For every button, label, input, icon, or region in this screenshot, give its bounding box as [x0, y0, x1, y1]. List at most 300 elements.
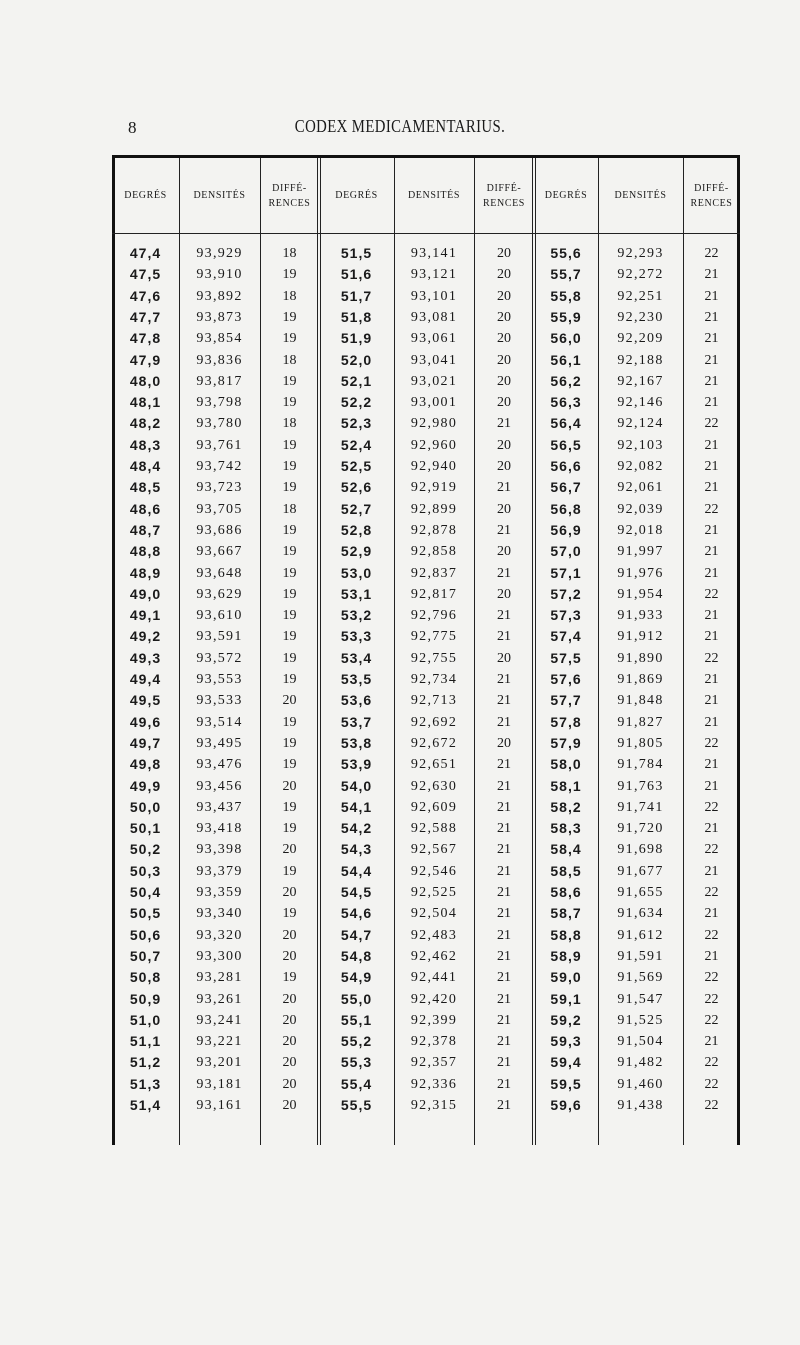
cell-differences: 21: [704, 672, 719, 687]
cell-densites: 92,775: [410, 629, 458, 645]
cell-degres: 51,9: [340, 330, 373, 347]
cell-densites: 93,742: [196, 459, 243, 474]
table-row: [112, 371, 740, 392]
cell-degres: 49,0: [129, 585, 162, 602]
cell-differences: 21: [497, 906, 511, 922]
cell-degres: 47,9: [129, 351, 162, 368]
cell-densites: 92,940: [410, 459, 458, 474]
cell-degres: 55,8: [550, 287, 582, 304]
cell-densites: 92,188: [617, 352, 664, 368]
cell-differences: 21: [497, 863, 511, 879]
cell-densites: 93,667: [196, 544, 243, 560]
cell-densites: 92,692: [410, 714, 458, 730]
cell-differences: 19: [282, 373, 297, 389]
cell-densites: 92,567: [410, 842, 458, 858]
cell-densites: 91,805: [617, 735, 664, 751]
cell-degres: 57,3: [550, 607, 582, 624]
cell-differences: 22: [704, 501, 719, 517]
cell-differences: 20: [282, 1012, 297, 1028]
table-row: [112, 605, 740, 626]
cell-differences: 19: [282, 821, 297, 837]
cell-differences: 20: [282, 693, 297, 709]
cell-degres: 54,6: [340, 905, 373, 922]
cell-densites: 93,761: [196, 437, 243, 453]
cell-differences: 21: [704, 906, 719, 922]
cell-degres: 49,8: [129, 756, 162, 773]
cell-differences: 19: [282, 672, 297, 687]
cell-degres: 58,0: [550, 756, 582, 773]
cell-degres: 53,7: [340, 713, 373, 730]
cell-densites: 93,495: [196, 735, 243, 751]
cell-densites: 91,569: [617, 970, 664, 986]
cell-differences: 20: [497, 459, 511, 474]
cell-densites: 92,609: [410, 799, 458, 815]
cell-densites: 91,997: [617, 544, 664, 560]
cell-densites: 93,476: [196, 757, 243, 773]
cell-differences: 21: [704, 1034, 719, 1050]
cell-densites: 93,101: [410, 288, 458, 304]
table-row: [112, 243, 740, 264]
cell-differences: 22: [704, 1055, 719, 1071]
cell-densites: 93,629: [196, 586, 243, 602]
cell-differences: 21: [497, 778, 511, 794]
cell-degres: 59,3: [550, 1033, 582, 1050]
table-row: [112, 541, 740, 562]
cell-degres: 57,2: [550, 585, 582, 602]
cell-densites: 92,167: [617, 373, 664, 389]
cell-degres: 50,0: [129, 798, 162, 815]
cell-degres: 51,4: [129, 1097, 162, 1113]
cell-densites: 93,181: [196, 1076, 243, 1092]
cell-differences: 20: [497, 501, 511, 517]
column-rule: [474, 158, 475, 1145]
cell-differences: 21: [704, 821, 719, 837]
cell-differences: 21: [704, 778, 719, 794]
table-row: [112, 350, 740, 371]
cell-degres: 49,6: [129, 713, 162, 730]
cell-densites: 92,018: [617, 522, 664, 538]
cell-densites: 92,441: [410, 970, 458, 986]
cell-degres: 57,0: [550, 543, 582, 560]
cell-differences: 19: [282, 267, 297, 283]
cell-differences: 21: [497, 714, 511, 730]
cell-densites: 93,705: [196, 501, 243, 517]
column-rule: [260, 158, 261, 1145]
cell-differences: 21: [704, 395, 719, 411]
cell-degres: 53,1: [340, 585, 373, 602]
cell-degres: 54,1: [340, 798, 373, 815]
cell-degres: 52,0: [340, 351, 373, 368]
cell-differences: 21: [704, 288, 719, 304]
cell-degres: 50,2: [129, 841, 162, 858]
table-row: [112, 499, 740, 520]
cell-differences: 22: [704, 650, 719, 666]
cell-degres: 57,6: [550, 671, 582, 687]
cell-degres: 59,5: [550, 1075, 582, 1092]
cell-densites: 93,780: [196, 416, 243, 432]
table-row: [112, 477, 740, 498]
cell-degres: 47,7: [129, 308, 162, 325]
cell-differences: 19: [282, 309, 297, 325]
cell-differences: 20: [282, 1055, 297, 1071]
cell-differences: 21: [497, 821, 511, 837]
cell-differences: 21: [497, 885, 511, 900]
cell-degres: 59,0: [550, 969, 582, 986]
cell-differences: 19: [282, 437, 297, 453]
cell-densites: 92,525: [410, 885, 458, 900]
table-row: [112, 754, 740, 775]
cell-densites: 92,504: [410, 906, 458, 922]
cell-degres: 55,9: [550, 308, 582, 325]
cell-densites: 92,146: [617, 395, 664, 411]
cell-differences: 21: [704, 480, 719, 496]
table-row: [112, 584, 740, 605]
cell-degres: 51,8: [340, 308, 373, 325]
cell-densites: 91,547: [617, 991, 664, 1007]
column-rule: [683, 158, 684, 1145]
cell-differences: 20: [497, 395, 511, 411]
cell-densites: 91,460: [617, 1076, 664, 1092]
cell-differences: 22: [704, 1098, 719, 1113]
cell-degres: 49,5: [129, 692, 162, 709]
cell-degres: 54,2: [340, 820, 373, 837]
cell-degres: 58,6: [550, 884, 582, 900]
cell-densites: 93,081: [410, 309, 458, 325]
cell-densites: 93,686: [196, 522, 243, 538]
cell-degres: 55,3: [340, 1054, 373, 1071]
cell-differences: 21: [497, 1012, 511, 1028]
cell-differences: 21: [497, 970, 511, 986]
cell-degres: 54,9: [340, 969, 373, 986]
cell-degres: 56,6: [550, 458, 582, 474]
cell-degres: 53,3: [340, 628, 373, 645]
cell-differences: 20: [282, 948, 297, 964]
cell-differences: 21: [704, 757, 719, 773]
table-row: [112, 328, 740, 349]
cell-differences: 21: [497, 672, 511, 687]
cell-differences: 21: [704, 714, 719, 730]
cell-degres: 53,0: [340, 564, 373, 581]
cell-densites: 91,741: [617, 799, 664, 815]
cell-differences: 22: [704, 991, 719, 1007]
cell-densites: 92,293: [617, 246, 664, 261]
cell-densites: 93,141: [410, 246, 458, 261]
table-row: [112, 413, 740, 434]
table-row: [112, 1052, 740, 1073]
table-row: [112, 307, 740, 328]
cell-degres: 47,4: [129, 245, 162, 261]
cell-differences: 19: [282, 544, 297, 560]
cell-densites: 93,241: [196, 1012, 243, 1028]
table-row: [112, 669, 740, 690]
cell-differences: 19: [282, 480, 297, 496]
cell-degres: 58,7: [550, 905, 582, 922]
cell-densites: 93,929: [196, 246, 243, 261]
cell-densites: 93,359: [196, 885, 243, 900]
cell-differences: 22: [704, 1076, 719, 1092]
cell-degres: 58,9: [550, 947, 582, 964]
cell-degres: 50,3: [129, 862, 162, 879]
cell-differences: 20: [282, 927, 297, 943]
cell-densites: 93,514: [196, 714, 243, 730]
cell-densites: 93,572: [196, 650, 243, 666]
cell-degres: 56,2: [550, 372, 582, 389]
cell-degres: 56,4: [550, 415, 582, 432]
cell-differences: 22: [704, 927, 719, 943]
cell-densites: 91,438: [617, 1098, 664, 1113]
cell-degres: 48,7: [129, 521, 162, 538]
cell-degres: 52,5: [340, 458, 373, 474]
cell-differences: 21: [704, 544, 719, 560]
cell-differences: 21: [704, 352, 719, 368]
cell-degres: 52,1: [340, 372, 373, 389]
cell-densites: 93,021: [410, 373, 458, 389]
cell-densites: 92,378: [410, 1034, 458, 1050]
header-degres: DEGRÉS: [124, 190, 167, 202]
cell-densites: 92,651: [410, 757, 458, 773]
cell-densites: 92,336: [410, 1076, 458, 1092]
cell-degres: 54,3: [340, 841, 373, 858]
cell-densites: 92,462: [410, 948, 458, 964]
cell-degres: 48,3: [129, 436, 162, 453]
cell-differences: 22: [704, 970, 719, 986]
column-rule: [598, 158, 599, 1145]
cell-degres: 58,3: [550, 820, 582, 837]
cell-degres: 47,8: [129, 330, 162, 347]
cell-differences: 18: [282, 416, 297, 432]
cell-degres: 59,1: [550, 990, 582, 1007]
cell-degres: 50,7: [129, 947, 162, 964]
header-degres: DEGRÉS: [335, 190, 378, 202]
cell-densites: 91,698: [617, 842, 664, 858]
cell-densites: 91,890: [617, 650, 664, 666]
cell-densites: 93,340: [196, 906, 243, 922]
cell-degres: 47,5: [129, 266, 162, 283]
cell-degres: 55,0: [340, 990, 373, 1007]
cell-densites: 92,858: [410, 544, 458, 560]
table-row: [112, 797, 740, 818]
header-densites: DENSITÉS: [407, 190, 461, 202]
cell-densites: 92,817: [410, 586, 458, 602]
cell-differences: 21: [704, 267, 719, 283]
cell-differences: 22: [704, 246, 719, 261]
cell-differences: 20: [497, 288, 511, 304]
cell-degres: 53,9: [340, 756, 373, 773]
cell-degres: 58,1: [550, 777, 582, 794]
cell-densites: 93,281: [196, 970, 243, 986]
cell-densites: 91,933: [617, 608, 664, 624]
cell-densites: 93,648: [196, 565, 243, 581]
table-row: [112, 456, 740, 477]
cell-differences: 21: [704, 629, 719, 645]
cell-degres: 57,8: [550, 713, 582, 730]
cell-degres: 55,7: [550, 266, 582, 283]
cell-densites: 93,456: [196, 778, 243, 794]
cell-differences: 20: [497, 331, 511, 347]
cell-densites: 93,201: [196, 1055, 243, 1071]
table-row: [112, 733, 740, 754]
cell-densites: 91,591: [617, 948, 664, 964]
cell-differences: 19: [282, 906, 297, 922]
cell-degres: 48,9: [129, 564, 162, 581]
cell-densites: 93,798: [196, 395, 243, 411]
cell-degres: 51,0: [129, 1011, 162, 1028]
cell-densites: 93,873: [196, 309, 243, 325]
cell-degres: 50,5: [129, 905, 162, 922]
cell-degres: 54,0: [340, 777, 373, 794]
cell-differences: 21: [497, 1055, 511, 1071]
cell-differences: 19: [282, 735, 297, 751]
cell-densites: 91,976: [617, 565, 664, 581]
cell-differences: 20: [497, 735, 511, 751]
cell-differences: 20: [282, 778, 297, 794]
cell-degres: 54,5: [340, 884, 373, 900]
cell-densites: 93,320: [196, 927, 243, 943]
cell-densites: 92,837: [410, 565, 458, 581]
cell-degres: 57,4: [550, 628, 582, 645]
table-row: [112, 1095, 740, 1116]
cell-differences: 19: [282, 608, 297, 624]
cell-differences: 19: [282, 565, 297, 581]
cell-differences: 21: [497, 757, 511, 773]
cell-degres: 59,6: [550, 1097, 582, 1113]
cell-densites: 91,612: [617, 927, 664, 943]
cell-degres: 55,1: [340, 1011, 373, 1028]
cell-differences: 21: [497, 1076, 511, 1092]
cell-differences: 21: [704, 608, 719, 624]
cell-differences: 20: [282, 885, 297, 900]
cell-degres: 55,2: [340, 1033, 373, 1050]
cell-differences: 18: [282, 501, 297, 517]
table-row: [112, 903, 740, 924]
cell-densites: 92,315: [410, 1098, 458, 1113]
cell-differences: 21: [497, 842, 511, 858]
cell-degres: 56,1: [550, 351, 582, 368]
cell-densites: 92,061: [617, 480, 664, 496]
cell-degres: 50,9: [129, 990, 162, 1007]
cell-degres: 58,8: [550, 926, 582, 943]
cell-differences: 22: [704, 842, 719, 858]
cell-degres: 53,8: [340, 734, 373, 751]
cell-degres: 47,6: [129, 287, 162, 304]
cell-degres: 58,4: [550, 841, 582, 858]
table-row: [112, 712, 740, 733]
cell-differences: 21: [497, 991, 511, 1007]
cell-degres: 49,3: [129, 649, 162, 666]
cell-degres: 52,3: [340, 415, 373, 432]
cell-densites: 93,723: [196, 480, 243, 496]
cell-degres: 55,4: [340, 1075, 373, 1092]
cell-differences: 19: [282, 799, 297, 815]
cell-differences: 21: [497, 927, 511, 943]
table-row: [112, 1074, 740, 1095]
cell-differences: 22: [704, 799, 719, 815]
cell-degres: 57,7: [550, 692, 582, 709]
cell-differences: 21: [497, 1034, 511, 1050]
cell-densites: 91,634: [617, 906, 664, 922]
cell-densites: 92,960: [410, 437, 458, 453]
cell-differences: 20: [497, 650, 511, 666]
cell-differences: 19: [282, 970, 297, 986]
cell-densites: 92,124: [617, 416, 664, 432]
cell-degres: 56,8: [550, 500, 582, 517]
cell-differences: 18: [282, 352, 297, 368]
cell-densites: 92,272: [617, 267, 664, 283]
cell-degres: 53,6: [340, 692, 373, 709]
cell-degres: 50,1: [129, 820, 162, 837]
cell-degres: 55,6: [550, 245, 582, 261]
cell-densites: 91,912: [617, 629, 664, 645]
cell-densites: 91,869: [617, 672, 664, 687]
cell-degres: 49,7: [129, 734, 162, 751]
cell-densites: 92,878: [410, 522, 458, 538]
cell-differences: 20: [497, 352, 511, 368]
cell-degres: 48,6: [129, 500, 162, 517]
cell-differences: 19: [282, 714, 297, 730]
cell-densites: 91,655: [617, 885, 664, 900]
cell-differences: 18: [282, 288, 297, 304]
header-densites: DENSITÉS: [614, 190, 667, 202]
cell-densites: 92,755: [410, 650, 458, 666]
cell-differences: 20: [497, 309, 511, 325]
cell-densites: 92,230: [617, 309, 664, 325]
cell-degres: 52,7: [340, 500, 373, 517]
table-row: [112, 435, 740, 456]
table-row: [112, 925, 740, 946]
column-double-rule: [317, 158, 318, 1145]
cell-degres: 50,6: [129, 926, 162, 943]
cell-differences: 22: [704, 1012, 719, 1028]
table-row: [112, 946, 740, 967]
cell-degres: 59,4: [550, 1054, 582, 1071]
cell-degres: 48,2: [129, 415, 162, 432]
cell-densites: 92,082: [617, 459, 664, 474]
cell-densites: 93,854: [196, 331, 243, 347]
header-differences: DIFFÉ- RENCES: [268, 182, 311, 209]
cell-densites: 91,763: [617, 778, 664, 794]
cell-differences: 21: [704, 373, 719, 389]
cell-differences: 21: [497, 480, 511, 496]
cell-densites: 93,836: [196, 352, 243, 368]
cell-densites: 91,482: [617, 1055, 664, 1071]
cell-differences: 21: [704, 309, 719, 325]
page-number: 8: [128, 118, 137, 137]
cell-differences: 21: [704, 459, 719, 474]
cell-differences: 19: [282, 586, 297, 602]
cell-densites: 91,784: [617, 757, 664, 773]
cell-degres: 52,9: [340, 543, 373, 560]
table-row: [112, 818, 740, 839]
cell-degres: 53,4: [340, 649, 373, 666]
cell-densites: 92,588: [410, 821, 458, 837]
cell-densites: 93,610: [196, 608, 243, 624]
cell-densites: 91,848: [617, 693, 664, 709]
cell-degres: 54,4: [340, 862, 373, 879]
cell-degres: 49,2: [129, 628, 162, 645]
running-title: CODEX MEDICAMENTARIUS.: [294, 116, 506, 136]
cell-densites: 93,161: [196, 1098, 243, 1113]
cell-densites: 91,720: [617, 821, 664, 837]
header-rule: [112, 233, 740, 234]
column-rule: [179, 158, 180, 1145]
header-differences: DIFFÉ- RENCES: [690, 182, 733, 209]
cell-degres: 51,7: [340, 287, 373, 304]
cell-degres: 48,0: [129, 372, 162, 389]
cell-densites: 92,399: [410, 1012, 458, 1028]
cell-degres: 58,5: [550, 862, 582, 879]
cell-differences: 21: [704, 437, 719, 453]
table-row: [112, 989, 740, 1010]
